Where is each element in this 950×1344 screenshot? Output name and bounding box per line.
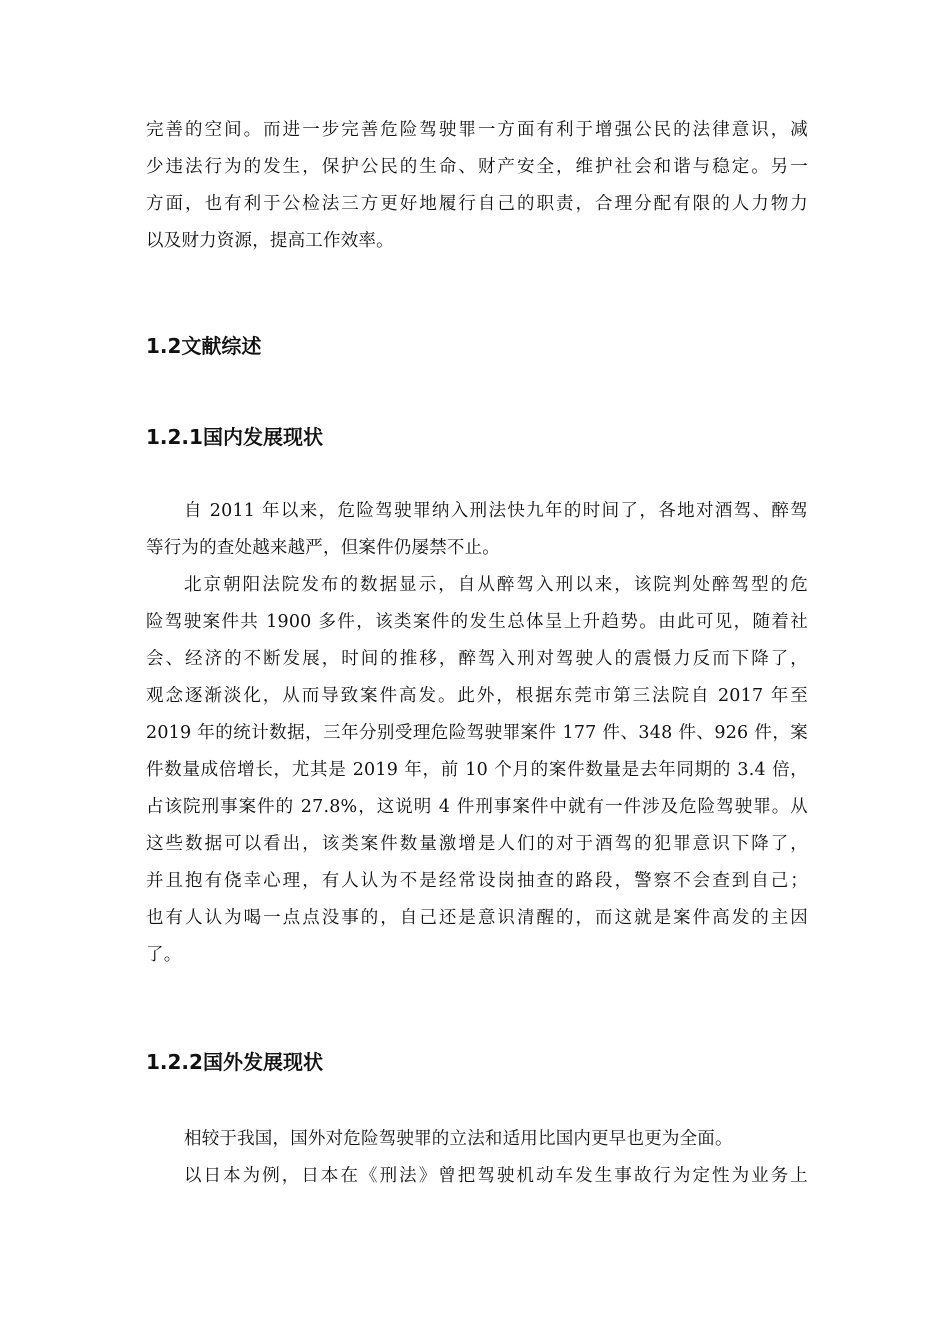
intro-paragraph (146, 112, 808, 260)
foreign-status-body (146, 1121, 808, 1195)
paragraph-line: 占该院刑事案件的 27.8%，这说明 4 件刑事案件中就有一件涉及危险驾驶罪。从 (146, 797, 808, 817)
paragraph-line: 等行为的查处越来越严，但案件仍屡禁不止。 (146, 538, 500, 558)
section-heading-1-2-2: 1.2.2国外发展现状 (146, 1050, 323, 1074)
section-heading-1-2-1: 1.2.1国内发展现状 (146, 425, 323, 449)
paragraph-line: 也有人认为喝一点点没事的，自己还是意识清醒的，而这就是案件高发的主因 (146, 908, 808, 928)
domestic-status-body (146, 493, 808, 974)
paragraph-line: 北京朝阳法院发布的数据显示，自从醉驾入刑以来，该院判处醉驾型的危 (184, 575, 808, 595)
section-heading-1-2: 1.2文献综述 (146, 334, 262, 358)
paragraph-line: 这些数据可以看出，该类案件数量激增是人们的对于酒驾的犯罪意识下降了， (146, 834, 808, 854)
paragraph-line: 并且抱有侥幸心理，有人认为不是经常设岗抽查的路段，警察不会查到自己； (146, 871, 808, 891)
paragraph-line: 以日本为例，日本在《刑法》曾把驾驶机动车发生事故行为定性为业务上 (184, 1166, 808, 1186)
intro-line: 以及财力资源，提高工作效率。 (146, 231, 394, 251)
paragraph-line: 件数量成倍增长，尤其是 2019 年，前 10 个月的案件数量是去年同期的 3.4 倍， (146, 760, 808, 780)
paragraph-line: 了。 (146, 945, 182, 965)
paragraph-line: 会、经济的不断发展，时间的推移，醉驾入刑对驾驶人的震慑力反而下降了， (146, 649, 808, 669)
intro-line: 少违法行为的发生，保护公民的生命、财产安全，维护社会和谐与稳定。另一 (146, 157, 808, 177)
intro-line: 方面，也有利于公检法三方更好地履行自己的职责，合理分配有限的人力物力 (146, 194, 808, 214)
paragraph-line: 自 2011 年以来，危险驾驶罪纳入刑法快九年的时间了，各地对酒驾、醉驾 (184, 501, 808, 521)
paragraph-line: 2019 年的统计数据，三年分别受理危险驾驶罪案件 177 件、348 件、926 件，案 (146, 723, 808, 743)
paragraph-line: 相较于我国，国外对危险驾驶罪的立法和适用比国内更早也更为全面。 (184, 1129, 733, 1149)
paragraph-line: 观念逐渐淡化，从而导致案件高发。此外，根据东莞市第三法院自 2017 年至 (146, 686, 808, 706)
paragraph-line: 险驾驶案件共 1900 多件，该类案件的发生总体呈上升趋势。由此可见，随着社 (146, 612, 808, 632)
intro-line: 完善的空间。而进一步完善危险驾驶罪一方面有利于增强公民的法律意识，减 (146, 120, 808, 140)
